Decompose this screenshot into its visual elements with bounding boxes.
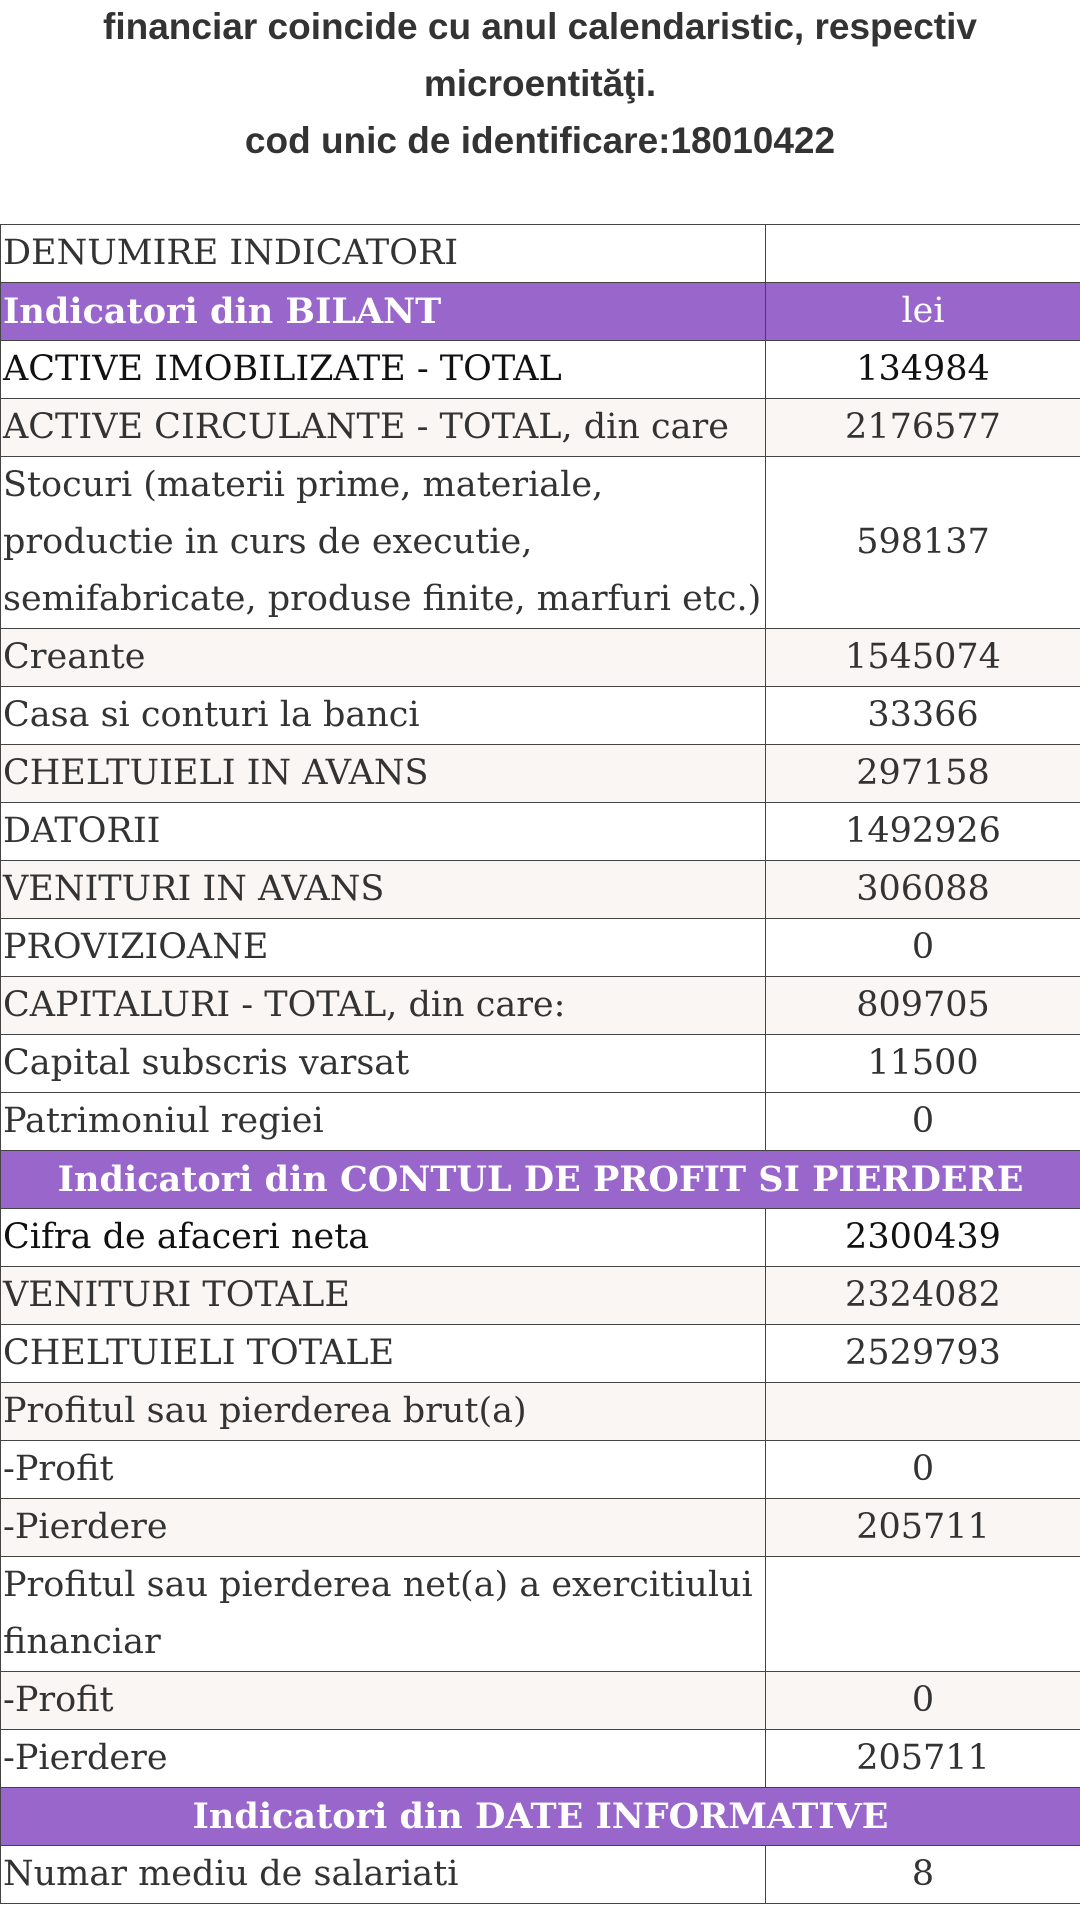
table-row	[1, 1267, 1080, 1325]
row-label: ACTIVE CIRCULANTE - TOTAL, din care	[1, 399, 766, 457]
table-title-row	[1, 225, 1080, 283]
row-label: CHELTUIELI TOTALE	[1, 1325, 766, 1383]
table-row	[1, 919, 1080, 977]
row-value: 809705	[766, 977, 1080, 1035]
row-value: 134984	[766, 341, 1080, 399]
profit-section-title: Indicatori din CONTUL DE PROFIT SI PIERDERE	[1, 1151, 1080, 1209]
row-value: 0	[766, 1672, 1080, 1730]
company-id: cod unic de identificare:18010422	[244, 120, 836, 161]
indicator-name-header: DENUMIRE INDICATORI	[1, 225, 766, 283]
company-heading	[0, 0, 1080, 169]
row-value: 1545074	[766, 629, 1080, 687]
row-value: 1492926	[766, 803, 1080, 861]
table-row	[1, 341, 1080, 399]
bilant-section-title: Indicatori din BILANT	[1, 283, 766, 341]
row-value: 33366	[766, 687, 1080, 745]
table-row	[1, 687, 1080, 745]
table-row	[1, 1325, 1080, 1383]
table-row	[1, 1557, 1080, 1672]
row-label: Stocuri (materii prime, materiale, productie in curs de executie, semifabricate, produse finite, marfuri etc.)	[1, 457, 766, 629]
row-label: Profitul sau pierderea brut(a)	[1, 1383, 766, 1441]
table-row	[1, 1441, 1080, 1499]
row-value: 2300439	[766, 1209, 1080, 1267]
row-label: Casa si conturi la banci	[1, 687, 766, 745]
row-value: 0	[766, 919, 1080, 977]
table-row	[1, 1730, 1080, 1788]
row-label: -Pierdere	[1, 1499, 766, 1557]
row-label: CHELTUIELI IN AVANS	[1, 745, 766, 803]
table-row	[1, 629, 1080, 687]
row-label: PROVIZIOANE	[1, 919, 766, 977]
row-label: -Profit	[1, 1672, 766, 1730]
table-row	[1, 1035, 1080, 1093]
row-label: VENITURI IN AVANS	[1, 861, 766, 919]
row-value: 11500	[766, 1035, 1080, 1093]
table-row	[1, 1672, 1080, 1730]
informative-header-row	[1, 1788, 1080, 1846]
row-value: 205711	[766, 1499, 1080, 1557]
row-value: 306088	[766, 861, 1080, 919]
row-value	[766, 1557, 1080, 1672]
row-value: 598137	[766, 457, 1080, 629]
table-row	[1, 861, 1080, 919]
row-value: 8	[766, 1846, 1080, 1904]
row-label: Numar mediu de salariati	[1, 1846, 766, 1904]
table-row	[1, 457, 1080, 629]
row-label: -Profit	[1, 1441, 766, 1499]
unit-label: lei	[766, 283, 1080, 341]
row-value: 0	[766, 1093, 1080, 1151]
indicators-table	[0, 224, 1080, 1904]
row-label: CAPITALURI - TOTAL, din care:	[1, 977, 766, 1035]
table-row	[1, 977, 1080, 1035]
heading-line-1: financiar coincide cu anul calendaristic, respectiv	[103, 6, 977, 47]
row-label: DATORII	[1, 803, 766, 861]
row-label: ACTIVE IMOBILIZATE - TOTAL	[1, 341, 766, 399]
row-value	[766, 1383, 1080, 1441]
informative-section-title: Indicatori din DATE INFORMATIVE	[1, 1788, 1080, 1846]
row-value: 2324082	[766, 1267, 1080, 1325]
table-row	[1, 1093, 1080, 1151]
table-row	[1, 1383, 1080, 1441]
row-label: -Pierdere	[1, 1730, 766, 1788]
table-row	[1, 745, 1080, 803]
row-label: VENITURI TOTALE	[1, 1267, 766, 1325]
table-row	[1, 1846, 1080, 1904]
table-row	[1, 803, 1080, 861]
indicator-value-header	[766, 225, 1080, 283]
bilant-header-row	[1, 283, 1080, 341]
row-label: Creante	[1, 629, 766, 687]
row-value: 205711	[766, 1730, 1080, 1788]
row-label: Capital subscris varsat	[1, 1035, 766, 1093]
row-value: 2529793	[766, 1325, 1080, 1383]
table-row	[1, 1209, 1080, 1267]
row-value: 0	[766, 1441, 1080, 1499]
table-row	[1, 1499, 1080, 1557]
row-value: 297158	[766, 745, 1080, 803]
row-value: 2176577	[766, 399, 1080, 457]
profit-header-row	[1, 1151, 1080, 1209]
row-label: Cifra de afaceri neta	[1, 1209, 766, 1267]
heading-line-2: microentităţi.	[423, 63, 657, 104]
row-label: Profitul sau pierderea net(a) a exercitiului financiar	[1, 1557, 766, 1672]
row-label: Patrimoniul regiei	[1, 1093, 766, 1151]
table-row	[1, 399, 1080, 457]
